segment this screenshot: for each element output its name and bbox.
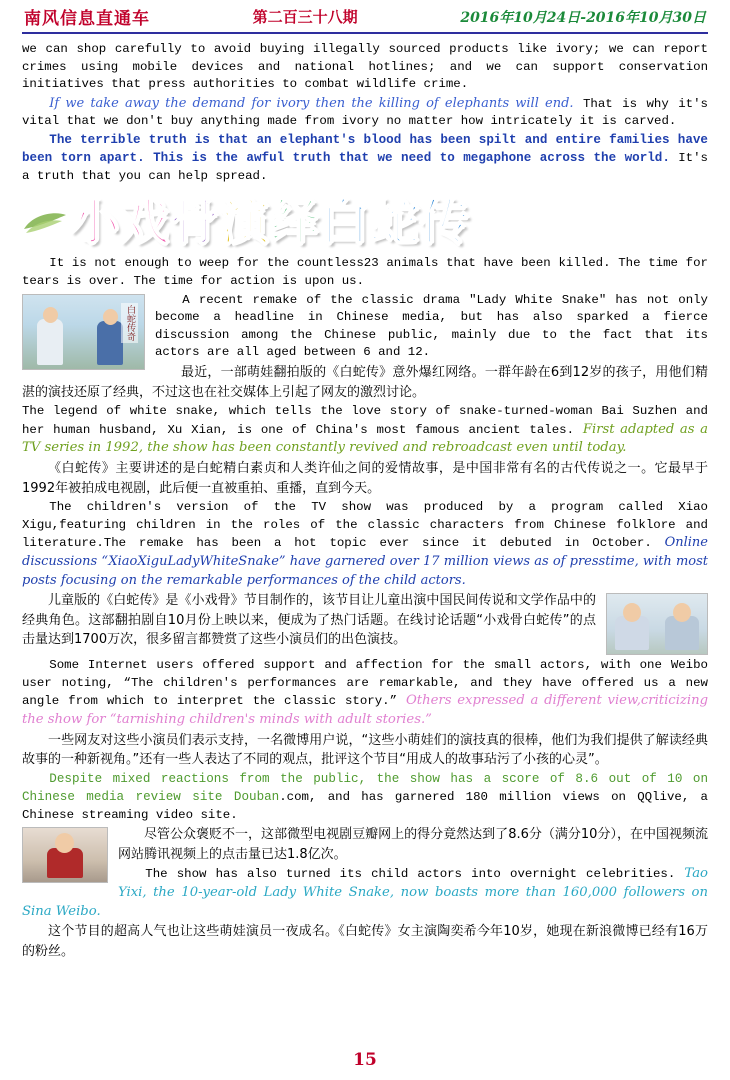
issue-date: 2016年10月24日-2016年10月30日 — [460, 9, 706, 26]
paragraph-8-chinese: 《白蛇传》主要讲述的是白蛇精白素贞和人类许仙之间的爱情故事，是中国非常有名的古代传说之一。它最早于1992年被拍成电视剧，此后便一直被重拍、重播，直到今天。 — [22, 461, 708, 496]
page-number: 15 — [353, 1050, 377, 1070]
leaf-icon — [22, 209, 68, 235]
paragraph-11 — [22, 657, 708, 730]
photo-caption: 白蛇传奇 — [121, 303, 138, 343]
paragraph-16-chinese: 这个节目的超高人气也让这些萌娃演员一夜成名。《白蛇传》女主演陶奕希今年10岁，她现在新浪微博已经有16万的粉丝。 — [22, 924, 708, 959]
paragraph-10-chinese: 儿童版的《白蛇传》是《小戏骨》节目制作的，该节目让儿童出演中国民间传说和文学作品中的经典角色。这部翻拍剧自10月份上映以来，便成为了热门话题。在线讨论话题“小戏骨白蛇传”的点击量达到1700万次，很多留言都赞赏了这些小演员们的出色演技。 — [22, 593, 596, 648]
paragraph-6-chinese: 最近，一部萌娃翻拍版的《白蛇传》意外爆红网络。一群年龄在6到12岁的孩子，用他们精湛的演技还原了经典，不过这也在社交媒体上引起了网友的激烈讨论。 — [22, 365, 708, 400]
photo-red-costume-actor — [22, 827, 108, 883]
photo-figure-white — [37, 319, 63, 365]
paragraph-7 — [22, 403, 708, 458]
photo-figure-blue — [97, 321, 123, 365]
photo-head-blue — [103, 309, 118, 325]
publication-title: 南风信息直通车 — [24, 9, 150, 29]
paragraph-1: we can shop carefully to avoid buying illegally sourced products like ivory; we can report crimes using mobile devices and national hotlines; and we can support conservation initiatives that press authorities to combat wildlife crime. — [22, 42, 708, 92]
headline-char-2: 戏 — [120, 193, 171, 251]
paragraph-4: It is not enough to weep for the countless23 animals that have been killed. The time for tears is over. The time for action is upon us. — [22, 256, 708, 289]
headline-char-4: 演 — [220, 193, 271, 251]
paragraph-15 — [22, 865, 708, 921]
headline-char-6: 白 — [320, 193, 371, 251]
paragraph-7-plain: The legend of white snake, which tells the love story of snake-turned-woman Bai Suzhen and her human husband, Xu Xian, is one of China's most famous ancient tales. — [22, 404, 708, 437]
photo-two-actresses — [606, 593, 708, 655]
headline-char-3: 骨 — [170, 193, 221, 251]
handwriting-phrase-tao-yixi: Tao Yixi, the 10-year-old Lady White Snake, now boasts more than 160,000 followers on Sina Weibo. — [22, 866, 708, 919]
paragraph-13-rest: .com, and has garnered 180 million views on QQlive, a Chinese streaming video site. — [22, 789, 708, 822]
paragraph-3-rest: It's a truth that you can help spread. — [22, 150, 708, 183]
handwriting-phrase-others-expressed: Others expressed a different view,criticizing the show for “tarnishing children's minds with adult stories.” — [22, 693, 709, 728]
paragraph-9-plain: The children's version of the TV show was produced by a program called Xiao Xigu,featuring children in the roles of the classic characters from Chinese folklore and literature.The remake has been a hot topic ever since it debuted in October. — [22, 500, 708, 551]
headline-art — [22, 191, 708, 253]
paragraph-9 — [22, 499, 708, 590]
paragraph-2 — [22, 95, 708, 131]
handwriting-phrase-ivory-demand: If we take away the demand for ivory then the killing of elephants will end. — [49, 95, 574, 111]
paragraph-12-chinese: 一些网友对这些小演员们表示支持，一名微博用户说，“这些小萌娃们的演技真的很棒，他们为我们提供了解读经典故事的一种新视角。”还有一些人表达了不同的观点，批评这个节目“用成人的故事玷污了小孩的心灵”。 — [22, 732, 708, 768]
paragraph-13 — [22, 771, 708, 824]
handwriting-phrase-first-adapted: First adapted as a TV series in 1992, the show has been constantly revived and rebroadcast even until today. — [22, 421, 708, 456]
headline-char-7: 蛇 — [370, 193, 421, 251]
paragraph-11-plain: Some Internet users offered support and affection for the small actors, with one Weibo user noting, “The children's performances are remarkable, and they have offered us a new angle from which to interpret the classic story.” — [22, 658, 708, 709]
headline-char-1: 小 — [70, 193, 121, 251]
masthead — [22, 0, 708, 34]
paragraph-15-plain: The show has also turned its child actors into overnight celebrities. — [145, 867, 685, 882]
paragraph-3 — [22, 132, 708, 185]
headline-char-8: 传 — [420, 193, 471, 251]
paragraph-2-rest: That is why it's vital that we don't buy anything made from ivory no matter how intricately it is carved. — [22, 96, 708, 129]
bold-phrase-terrible-truth: The terrible truth is that an elephant's blood has been spilt and entire families have been torn apart. This is the awful truth that we need to megaphone across the world. — [22, 133, 708, 165]
issue-number: 第二百三十八期 — [252, 8, 358, 26]
photo-lady-white-snake — [22, 294, 145, 370]
green-phrase-douban-score: Despite mixed reactions from the public, the show has a score of 8.6 out of 10 on Chinese media review site Douban — [22, 771, 708, 804]
photo-head-white — [43, 307, 58, 323]
paragraph-5: A recent remake of the classic drama "Lady White Snake" has not only become a headline in Chinese media, but has also sparked a fierce discussion among the Chinese public, mainly due to the fact that its actors are all aged between 6 and 12. — [155, 292, 708, 360]
handwriting-phrase-online-discussions: Online discussions “XiaoXiguLadyWhiteSnake” have garnered over 17 million views as of presstime, with most posts focusing on the remarkable performances of the child actors. — [22, 535, 708, 588]
headline-char-5: 绎 — [270, 193, 321, 251]
paragraph-14-chinese: 尽管公众褒贬不一，这部微型电视剧豆瓣网上的得分竟然达到了8.6分（满分10分），在中国视频流网站腾讯视频上的点击量已达1.8亿次。 — [118, 827, 708, 862]
article-body — [22, 34, 708, 961]
